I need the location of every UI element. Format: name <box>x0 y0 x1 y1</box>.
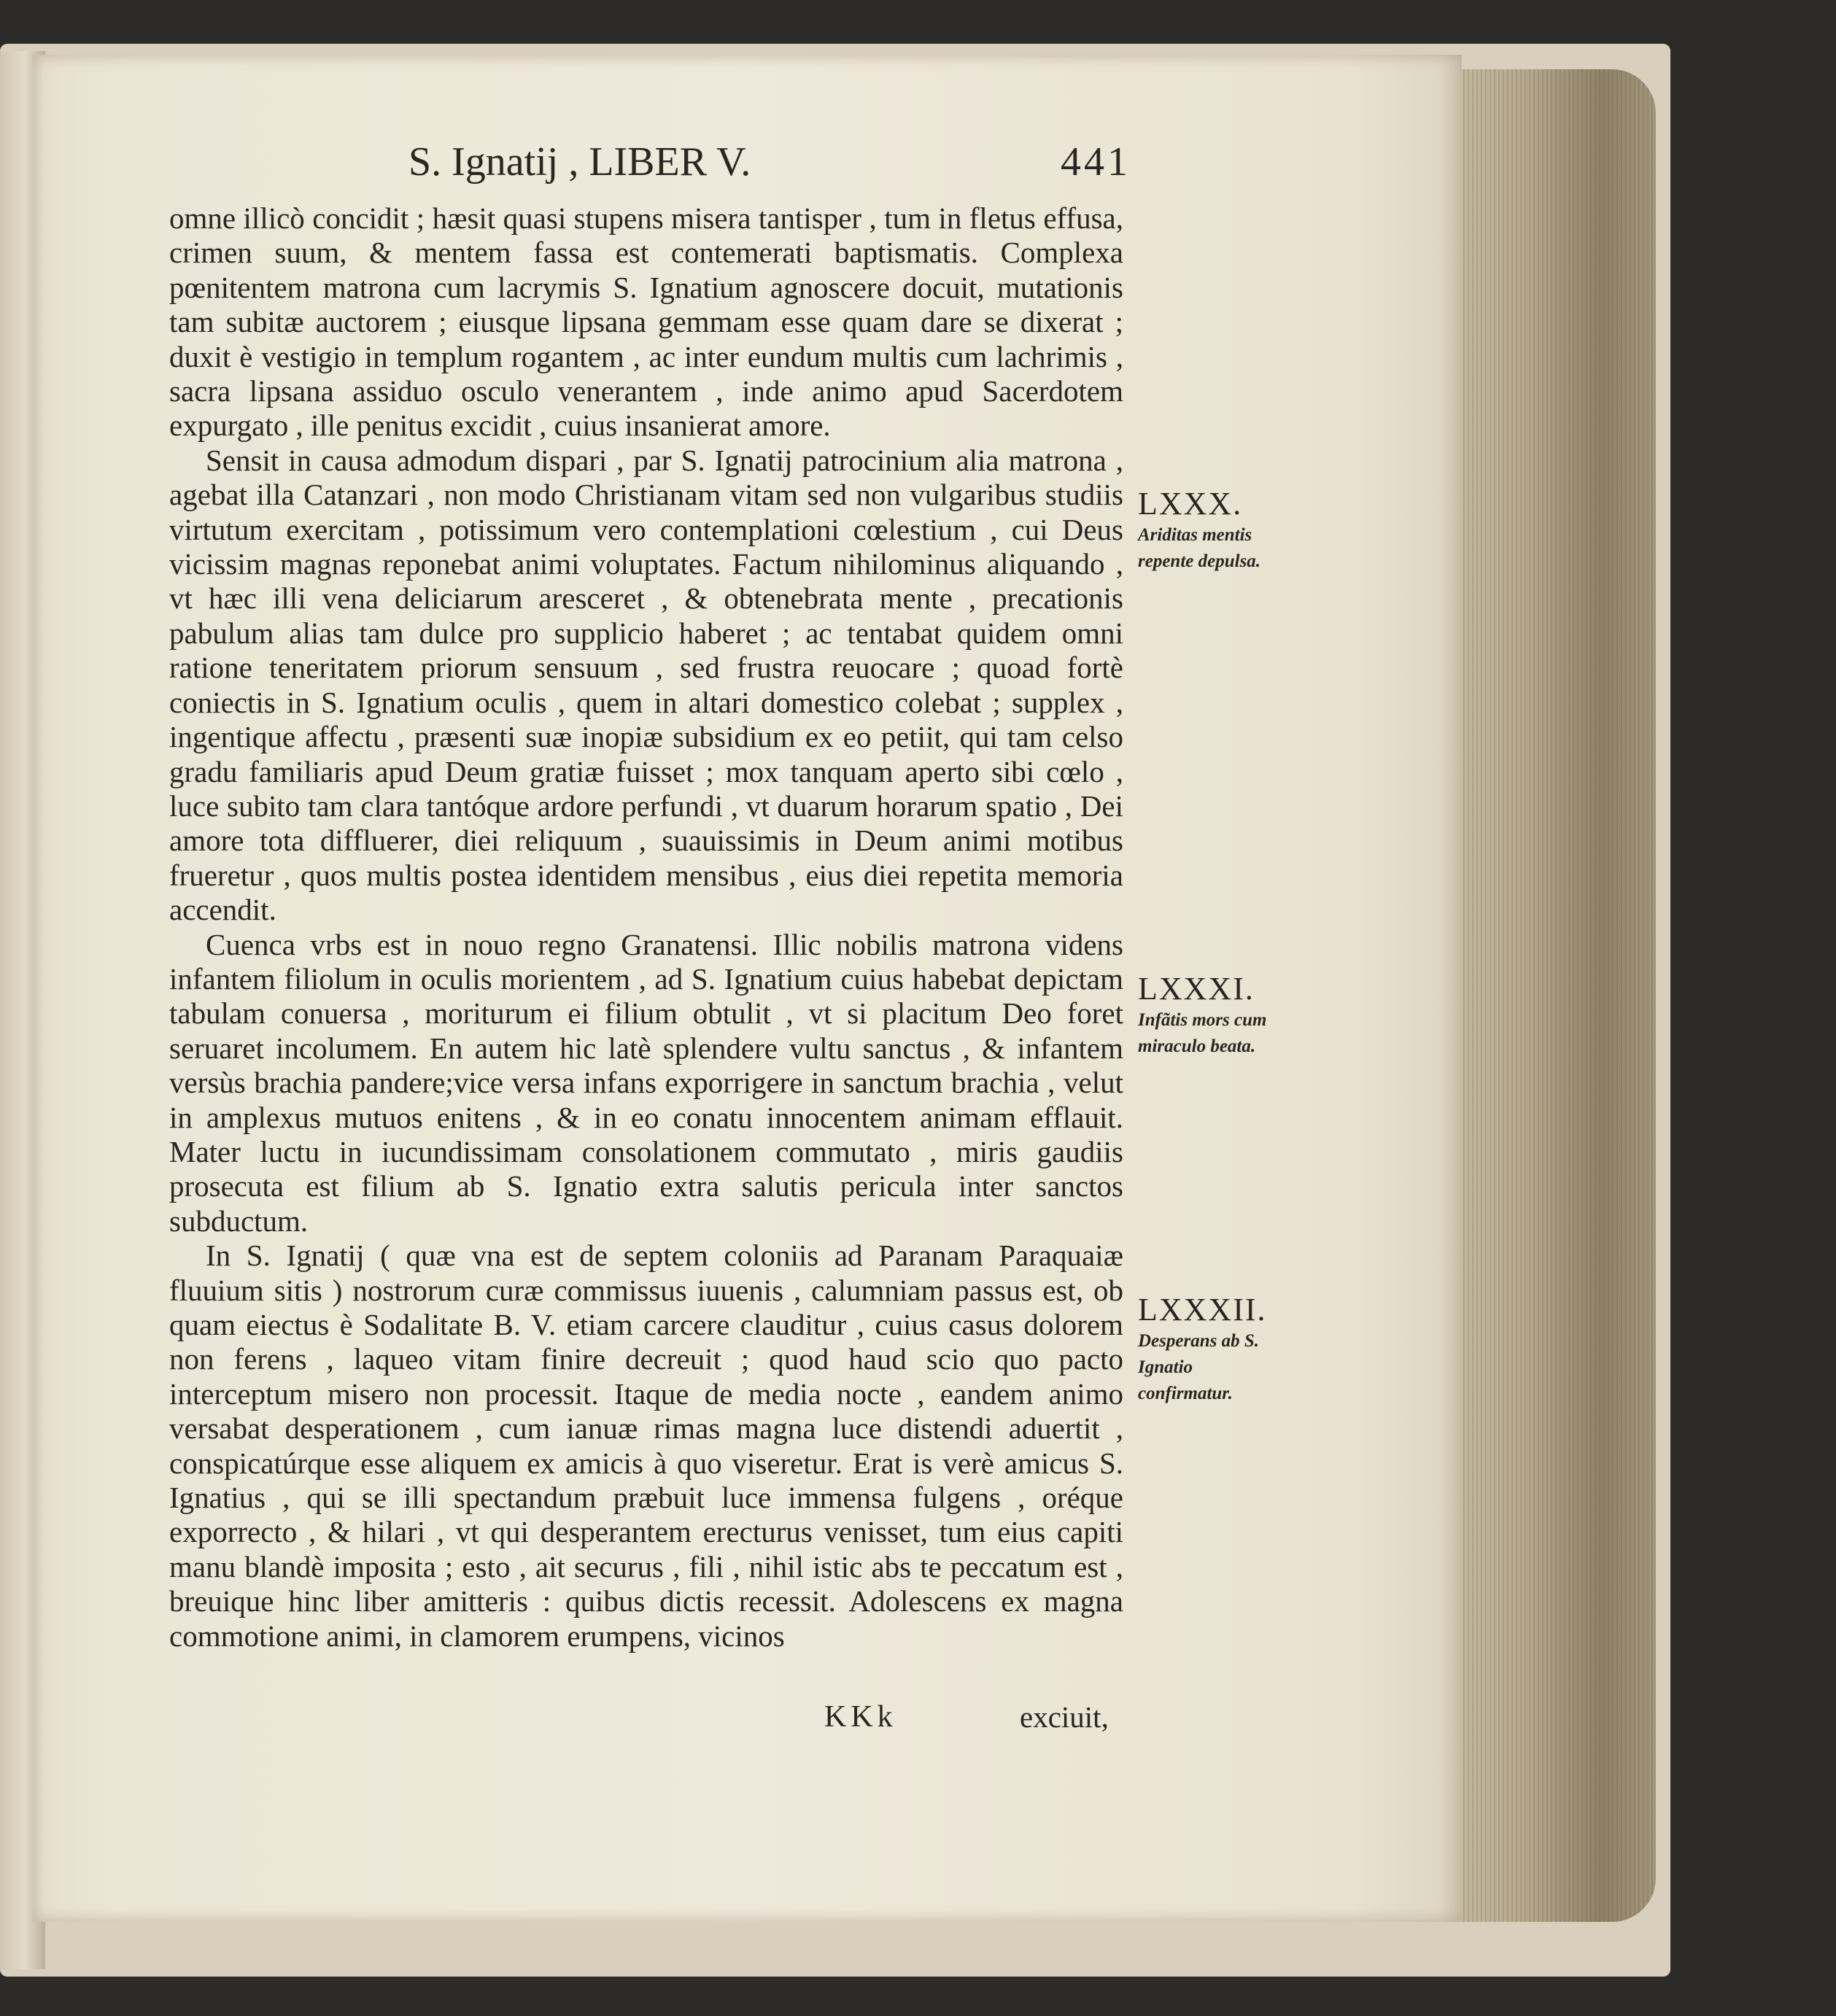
catchword: exciuit, <box>1020 1700 1109 1734</box>
paragraph: omne illicò concidit ; hæsit quasi stupens misera tantisper , tum in fletus effusa, crimen suum, & mentem fassa est contemerati baptismatis. Complexa pœnitentem matrona cum lacrymis S. Ignatium agnoscere docuit, mutationis tam subitæ auctorem ; eiusque lipsana gemmam esse quam dare se dixerat ; duxit è vestigio in templum rogantem , ac inter eundum multis cum lachrimis , sacra lipsana assiduo osculo venerantem , inde animo apud Sacerdotem expurgato , ille penitus excidit , cuius insanierat amore. <box>169 201 1123 443</box>
margin-note <box>1138 970 1277 1060</box>
margin-note-text: Infãtis mors cum miraculo beata. <box>1138 1010 1267 1056</box>
paragraph: In S. Ignatij ( quæ vna est de septem coloniis ad Paranam Paraquaiæ fluuium sitis ) nostrorum curæ commissus iuuenis , calumniam passus est, ob quam eiectus è Sodalitate B. V. etiam carcere clauditur , cuius casus dolorem non ferens , laqueo vitam finire decreuit ; quod haud scio quo pacto interceptum misero non processit. Itaque de media nocte , eandem animo versabat desperationem , cum ianuæ rimas magna luce distendi aduertit , conspicatúrque esse aliquem ex amicis à quo viseretur. Erat is verè amicus S. Ignatius , qui se illi spectandum præbuit luce immensa fulgens , oréque exporrecto , & hilari , vt qui desperantem erecturus venisset, tum eius capiti manu blandè imposita ; esto , ait securus , fili , nihil istic abs te peccatum est , breuique hinc liber amitteris : quibus dictis recessit. Adolescens ex magna commotione animi, in clamorem erumpens, vicinos <box>169 1238 1123 1653</box>
signature-mark: KKk <box>824 1700 897 1734</box>
page-number: 441 <box>1061 139 1131 185</box>
paragraph: Sensit in causa admodum dispari , par S. Ignatij patrocinium alia matrona , agebat illa Catanzari , non modo Christianam vitam sed non vulgaribus studiis virtutum exercitam , potissimum vero contemplationi cœlestium , cui Deus vicissim magnas reponebat animi voluptates. Factum nihilominus aliquando , vt hæc illi vena deliciarum aresceret , & obtenebrata mente , precationis pabulum alias tam dulce pro supplicio haberet ; ac tentabat quidem omni ratione teneritatem priorum sensuum , sed frustra reuocare ; quoad fortè coniectis in S. Ignatium oculis , quem in altari domestico colebat ; supplex , ingentique affectu , præsenti suæ inopiæ subsidium ex eo petiit, qui tam celso gradu familiaris apud Deum gratiæ fuisset ; mox tanquam aperto sibi cœlo , luce subito tam clara tantóque ardore perfundi , vt duarum horarum spatio , Dei amore tota diffluerer, diei reliquum , suauissimis in Deum animi motibus frueretur , quos multis postea identidem mensibus , eius diei repetita memoria accendit. <box>169 443 1123 927</box>
running-head-title: S. Ignatij , LIBER V. <box>408 139 751 185</box>
margin-note-number: LXXX. <box>1138 486 1243 522</box>
margin-note-number: LXXXI. <box>1138 971 1255 1007</box>
page-fore-edge <box>1437 69 1656 1922</box>
body-text <box>169 201 1123 1653</box>
paragraph: Cuenca vrbs est in nouo regno Granatensi. Illic nobilis matrona videns infantem filiolum in oculis morientem , ad S. Ignatium cuius habebat depictam tabulam conuersa , moriturum ei filium obtulit , vt si placitum Deo foret seruaret incolumem. En autem hic latè splendere vultu sanctus , & infantem versùs brachia pandere;vice versa infans exporrigere in sanctum brachia , velut in amplexus mutuos enitens , & in eo conatu innocentem animam efflauit. Mater luctu in iucundissimam consolationem commutato , miris gaudiis prosecuta est filium ab S. Ignatio extra salutis pericula inter sanctos subductum. <box>169 927 1123 1238</box>
margin-note-text: Ariditas mentis repente depulsa. <box>1138 525 1261 571</box>
margin-note-number: LXXXII. <box>1138 1292 1267 1327</box>
running-head <box>146 139 1131 197</box>
margin-note <box>1138 485 1277 575</box>
margin-note-text: Desperans ab S. Ignatio confirmatur. <box>1138 1331 1259 1403</box>
margin-note <box>1138 1291 1277 1407</box>
